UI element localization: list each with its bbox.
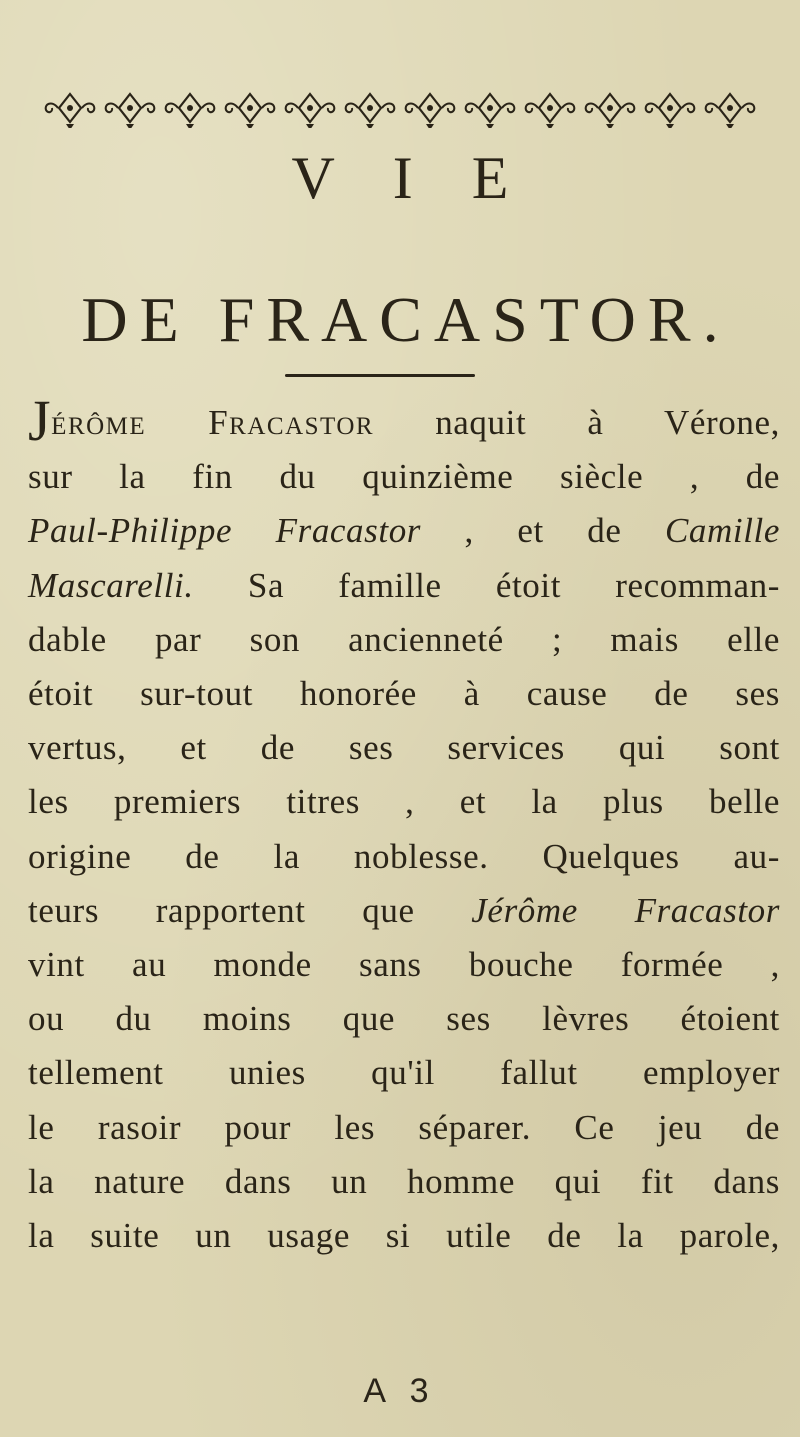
italic-name: Paul-Philippe Fracastor — [28, 511, 422, 551]
text-line: les premiers titres , et la plus belle — [28, 782, 780, 822]
diamond-flourish-icon — [466, 94, 515, 128]
text-line — [28, 388, 780, 453]
text-line — [28, 504, 780, 558]
text-line: vint au monde sans bouche formée , — [28, 945, 780, 985]
diamond-flourish-icon — [586, 94, 635, 128]
text-line: le rasoir pour les séparer. Ce jeu de — [28, 1107, 780, 1147]
text-line: étoit sur-tout honorée à cause de ses — [28, 674, 780, 714]
author-name-smallcaps: érôme Fracastor — [51, 403, 375, 442]
drop-cap: J — [28, 388, 52, 453]
diamond-flourish-icon — [526, 94, 575, 128]
text-line: la suite un usage si utile de la parole, — [28, 1216, 780, 1256]
title-vie: V I E — [291, 145, 531, 211]
text-line — [28, 559, 780, 613]
text-line: sur la fin du quinzième siècle , de — [28, 457, 780, 497]
diamond-flourish-icon — [346, 94, 395, 128]
diamond-flourish-icon — [46, 94, 755, 128]
italic-name: Mascarelli. — [28, 565, 194, 605]
text-line — [28, 884, 780, 938]
line-text: naquit à Vérone, — [374, 403, 780, 442]
text-line: la nature dans un homme qui fit dans — [28, 1161, 780, 1201]
line-text: Sa famille étoit recomman- — [193, 565, 780, 605]
italic-name: Camille — [664, 511, 780, 551]
line-text: teurs rapportent que — [28, 890, 472, 930]
diamond-flourish-icon — [46, 94, 95, 128]
text-line: ou du moins que ses lèvres étoient — [28, 999, 780, 1039]
title-de-fracastor: DE FRACASTOR. — [81, 284, 731, 355]
line-text: , et de — [421, 511, 665, 551]
decorative-ornament-band — [40, 88, 760, 128]
diamond-flourish-icon — [286, 94, 335, 128]
diamond-flourish-icon — [406, 94, 455, 128]
diamond-flourish-icon — [106, 94, 155, 128]
diamond-flourish-icon — [646, 94, 695, 128]
text-line: dable par son ancienneté ; mais elle — [28, 619, 780, 659]
diamond-flourish-icon — [166, 94, 215, 128]
text-line: origine de la noblesse. Quelques au- — [28, 836, 780, 876]
body-paragraph — [28, 388, 780, 1263]
signature-mark: A 3 — [363, 1372, 437, 1410]
diamond-flourish-icon — [706, 94, 755, 128]
text-line: tellement unies qu'il fallut employer — [28, 1053, 780, 1093]
italic-name: Jérôme Fracastor — [471, 890, 780, 930]
diamond-flourish-icon — [226, 94, 275, 128]
text-line: vertus, et de ses services qui sont — [28, 728, 780, 768]
title-divider-rule — [285, 374, 475, 377]
